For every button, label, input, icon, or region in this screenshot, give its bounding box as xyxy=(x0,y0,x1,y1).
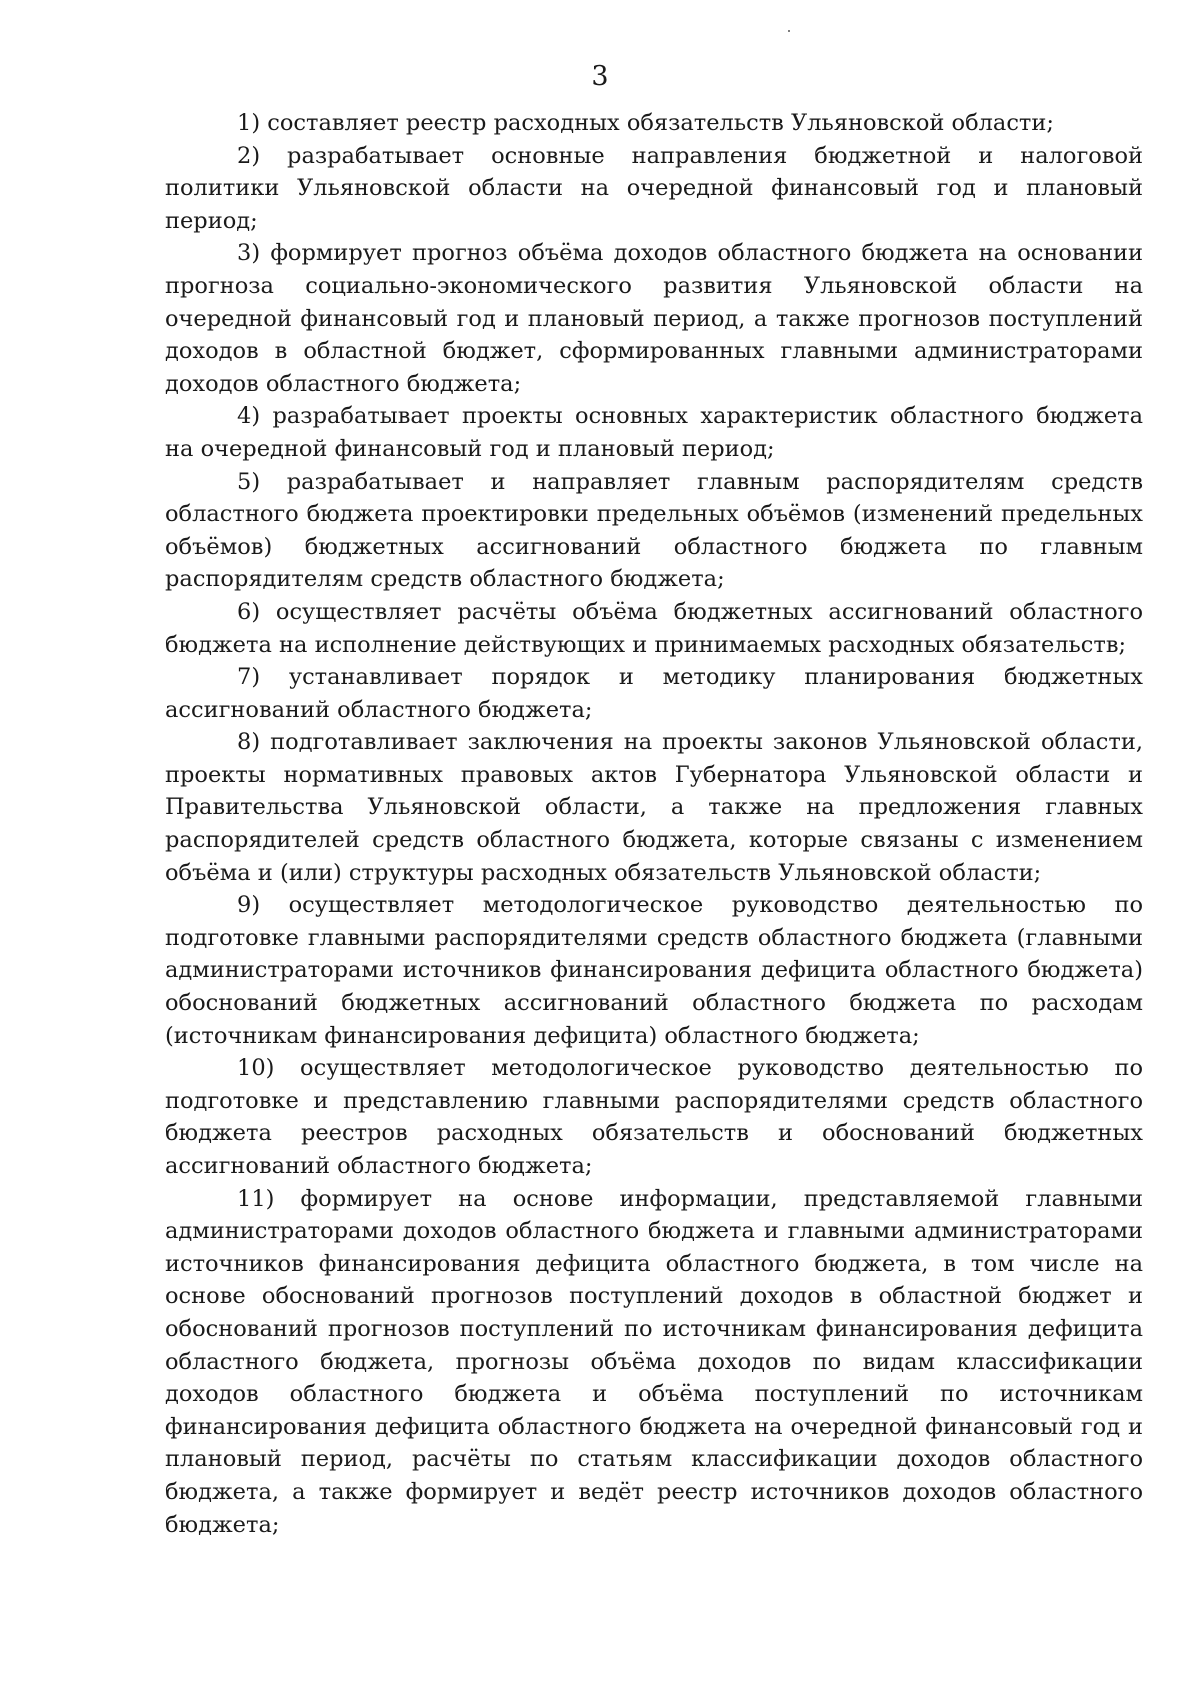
list-item: 6) осуществляет расчёты объёма бюджетных ассигнований областного бюджета на исполнение действующих и принимаемых расходных обязательств; xyxy=(165,598,1143,658)
list-item: 8) подготавливает заключения на проекты законов Ульяновской области, проекты нормативных правовых актов Губернатора Ульяновской области и Правительства Ульяновской области, а также на предложения главных распорядителей средств областного бюджета, которые связаны с изменением объёма и (или) структуры расходных обязательств Ульяновской области; xyxy=(165,729,1143,886)
document-body xyxy=(165,107,1143,1541)
list-item: 5) разрабатывает и направляет главным распорядителям средств областного бюджета проектировки предельных объёмов (изменений предельных объёмов) бюджетных ассигнований областного бюджета по главным распорядителям средств областного бюджета; xyxy=(165,468,1143,593)
list-item: 10) осуществляет методологическое руководство деятельностью по подготовке и представлению главными распорядителями средств областного бюджета реестров расходных обязательств и обоснований бюджетных ассигнований областного бюджета; xyxy=(165,1055,1143,1179)
list-item: 7) устанавливает порядок и методику планирования бюджетных ассигнований областного бюджета; xyxy=(165,664,1143,723)
page-number: 3 xyxy=(591,61,609,92)
list-item: 1) составляет реестр расходных обязательств Ульяновской области; xyxy=(237,110,1054,136)
list-item: 9) осуществляет методологическое руководство деятельностью по подготовке главными распорядителями средств областного бюджета (главными администраторами источников финансирования дефицита областного бюджета) обоснований бюджетных ассигнований областного бюджета по расходам (источникам финансирования дефицита) областного бюджета; xyxy=(165,892,1143,1049)
list-item: 11) формирует на основе информации, представляемой главными администраторами доходов областного бюджета и главными администраторами источников финансирования дефицита областного бюджета, в том числе на основе обоснований прогнозов поступлений доходов в областной бюджет и обоснований прогнозов поступлений по источникам финансирования дефицита областного бюджета, прогнозы объёма доходов по видам классификации доходов областного бюджета и объёма поступлений по источникам финансирования дефицита областного бюджета на очередной финансовый год и плановый период, расчёты по статьям классификации доходов областного бюджета, а также формирует и ведёт реестр источников доходов областного бюджета; xyxy=(165,1185,1143,1538)
list-item: 2) разрабатывает основные направления бюджетной и налоговой политики Ульяновской области на очередной финансовый год и плановый период; xyxy=(165,142,1143,234)
scan-speck xyxy=(788,30,790,32)
list-item: 4) разрабатывает проекты основных характеристик областного бюджета на очередной финансовый год и плановый период; xyxy=(165,403,1143,462)
list-item: 3) формирует прогноз объёма доходов областного бюджета на основании прогноза социально-экономического развития Ульяновской области на очередной финансовый год и плановый период, а также прогнозов поступлений доходов в областной бюджет, сформированных главными администраторами доходов областного бюджета; xyxy=(165,240,1143,397)
